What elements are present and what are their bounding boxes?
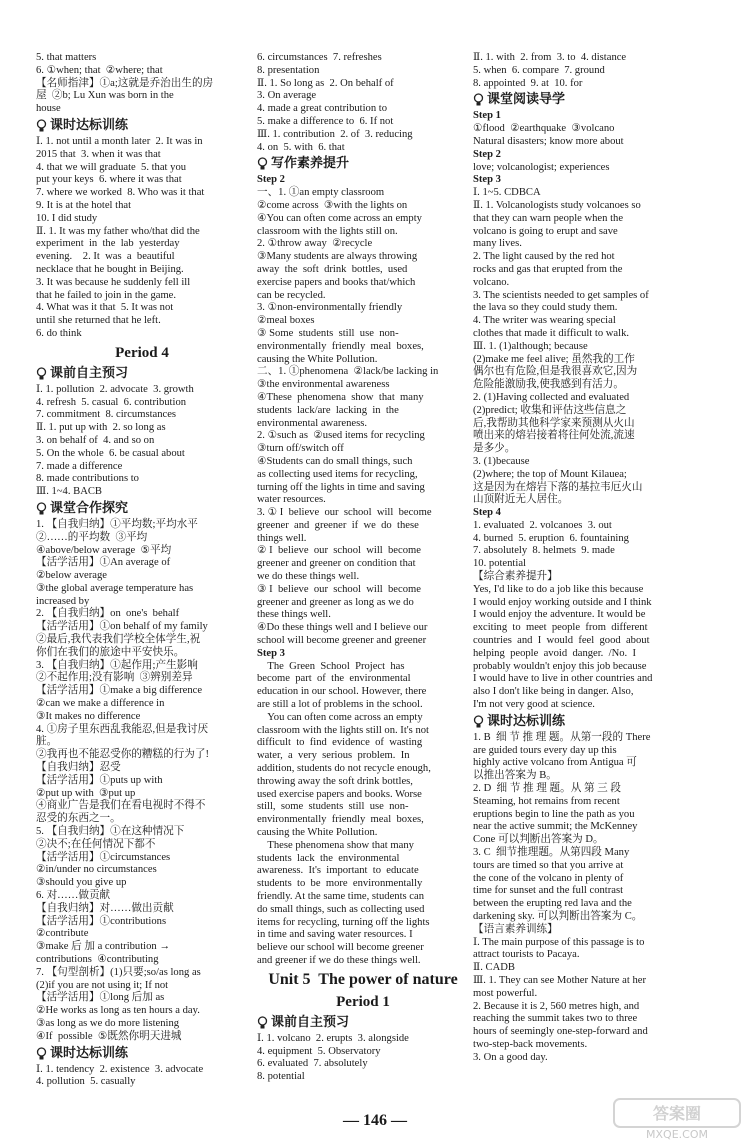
- answer-line: 7. where we worked 8. Who was it that: [36, 187, 205, 199]
- section-heading-text: 课前自主预习: [50, 365, 129, 381]
- answer-line: 【活学活用】①contributions: [36, 915, 167, 927]
- answer-line: ②……的平均数 ③平均: [36, 531, 148, 543]
- answer-line: water, a very serious problem. In: [257, 750, 410, 762]
- answer-line: ④You can often come across an empty: [257, 212, 422, 224]
- answer-line: I'm not very good at science.: [473, 699, 595, 711]
- answer-line: 4. The writer was wearing special: [473, 315, 616, 327]
- lightbulb-icon: [36, 119, 47, 133]
- answer-line: the lava so they could study them.: [473, 302, 618, 314]
- answer-line: students lack/are lacking in the: [257, 404, 399, 416]
- watermark-logo: [612, 1097, 742, 1141]
- answer-line: water resources.: [257, 494, 326, 506]
- answer-line: Ⅱ. 1. with 2. from 3. to 4. distance: [473, 52, 627, 63]
- answer-line: ④If possible ⑤既然你明天进城: [36, 1030, 182, 1042]
- section-heading-text: 课前自主预习: [271, 1014, 350, 1030]
- answer-line: ②我再也不能忍受你的糟糕的行为了!: [36, 749, 210, 761]
- answer-line: are guided tours every day up this: [473, 744, 617, 756]
- lightbulb-icon: [473, 715, 484, 729]
- answer-line: ④Students can do small things, such: [257, 455, 413, 467]
- answer-line: 偶尔也有危险,但是我很喜欢它,因为: [473, 366, 638, 378]
- answer-line: 忍受的东西之一。: [36, 813, 121, 825]
- answer-line: education in our school. However, there: [257, 686, 427, 698]
- answer-line: Ⅱ. 1. It was my father who/that did the: [36, 225, 200, 237]
- answer-line: rocks and gas that erupted from the: [473, 263, 623, 275]
- answer-line: greener and greener as long as we do: [257, 596, 414, 608]
- answer-line: 4. ①房子里东西乱我能忍,但是我讨厌: [36, 723, 209, 735]
- answer-line: ②不起作用;没有影响 ③辨别差异: [36, 672, 193, 684]
- answer-line: 6. do think: [36, 327, 82, 339]
- answer-line: 山顶附近无人居住。: [473, 494, 569, 506]
- answer-line: still, some students still use non-: [257, 801, 409, 813]
- answer-line: 【活学活用】①An average of: [36, 557, 171, 569]
- answer-line: eruptions begin to line the path as you: [473, 808, 635, 820]
- answer-line: 【综合素养提升】: [473, 571, 558, 583]
- answer-line: highly active volcano from Antigua 可: [473, 757, 637, 769]
- section-heading: [257, 155, 469, 173]
- answer-line: Ⅱ. 1. put up with 2. so long as: [36, 422, 166, 434]
- answer-line: 2. (1)Having collected and evaluated: [473, 391, 630, 403]
- answer-line: ②can we make a difference in: [36, 698, 165, 710]
- answer-line: The Green School Project has: [257, 660, 405, 672]
- answer-line: 屋 ②b; Lu Xun was born in the: [36, 90, 174, 102]
- answer-line: volcano is going to erupt and save: [473, 225, 618, 237]
- answer-line: greener and greener on condition that: [257, 558, 416, 570]
- answer-line: classroom with the lights still on.: [257, 225, 398, 237]
- answer-line: 3. C 细节推理题。从第四段 Many: [473, 847, 630, 859]
- section-heading: [473, 713, 713, 731]
- answer-line: 3. (1)because: [473, 455, 530, 467]
- section-heading-text: 课时达标训练: [487, 713, 566, 729]
- answer-line: environmental awareness.: [257, 417, 368, 429]
- answer-line: things well.: [257, 532, 307, 544]
- section-heading-text: 写作素养提升: [271, 156, 350, 172]
- answer-line: ③as long as we do more listening: [36, 1017, 180, 1029]
- answer-line: tours are timed so that you arrive at: [473, 859, 624, 871]
- answer-line: ③the global average temperature has: [36, 582, 194, 594]
- answer-line: the cone of the volcano in plenty of: [473, 872, 624, 884]
- answer-line: 你们在我们的旅途中平安快乐。: [36, 646, 185, 658]
- answer-line: (2)predict; 收集和评估这些信息之: [473, 404, 627, 416]
- answer-line: house: [36, 103, 61, 115]
- answer-line: environmentally friendly meal boxes,: [257, 340, 424, 352]
- answer-line: contributions ④contributing: [36, 954, 159, 965]
- step-heading: Step 2: [473, 148, 501, 160]
- answer-line: classroom with the lights still on. It's not: [257, 724, 429, 736]
- answer-line: 8. presentation: [257, 64, 320, 76]
- answer-line: Ⅰ. 1. not until a month later 2. It was in: [36, 135, 203, 147]
- answer-line: countries and I would feel good about: [473, 635, 650, 647]
- answer-line: 5. when 6. compare 7. ground: [473, 64, 605, 76]
- answer-line: ③should you give up: [36, 877, 127, 889]
- answer-line: between the erupting red lava and the: [473, 898, 632, 910]
- answer-line: 6. 对……做贡献: [36, 890, 111, 902]
- answer-line: 以推出答案为 B。: [473, 770, 557, 782]
- section-heading-text: 课时达标训练: [50, 117, 129, 133]
- answer-line: 是多少。: [473, 443, 516, 455]
- section-heading: [473, 91, 713, 109]
- answer-line: ②put up with ③put up: [36, 787, 136, 799]
- answer-line: ②最后,我代表我们学校全体学生,祝: [36, 634, 201, 646]
- answer-line: probably wouldn't enjoy this job because: [473, 660, 647, 672]
- answer-line: I would enjoy the adventure. It would be: [473, 609, 646, 621]
- svg-text:MXQE.COM: MXQE.COM: [646, 1128, 708, 1141]
- answer-line: 8. potential: [257, 1071, 305, 1083]
- answer-line: that he failed to join in the game.: [36, 289, 177, 301]
- answer-line: 3. On average: [257, 90, 317, 102]
- answer-line: Ⅰ. 1~5. CDBCA: [473, 187, 541, 199]
- step-heading: Step 2: [257, 174, 285, 186]
- period-heading: Period 4: [115, 344, 169, 361]
- answer-line: (2)where; the top of Mount Kilauea;: [473, 468, 627, 480]
- answer-line: These phenomena show that many: [257, 839, 414, 851]
- answer-line: 2. ①such as ②used items for recycling: [257, 430, 425, 442]
- answer-line: ②决不;在任何情况下都不: [36, 838, 156, 850]
- answer-line: Ⅲ. 1~4. BACB: [36, 486, 102, 498]
- answer-line: can be recycled.: [257, 289, 326, 301]
- answer-line: Ⅰ. 1. volcano 2. erupts 3. alongside: [257, 1032, 409, 1044]
- answer-line: Ⅲ. 1. contribution 2. of 3. reducing: [257, 128, 413, 140]
- answer-line: ③Many students are always throwing: [257, 251, 418, 263]
- answer-line: necklace that he bought in Beijing.: [36, 263, 184, 275]
- answer-line: awareness. It's important to educate: [257, 865, 419, 877]
- lightbulb-icon: [257, 157, 268, 171]
- answer-line: reaching the summit takes two to three: [473, 1013, 638, 1025]
- answer-line: 3. It was because he suddenly fell ill: [36, 276, 191, 288]
- answer-line: 8. made contributions to: [36, 473, 139, 485]
- column-left: [36, 52, 248, 1097]
- answer-line: in time and saving water resources. I: [257, 929, 413, 941]
- answer-line: Natural disasters; know more about: [473, 135, 624, 147]
- answer-line: Ⅱ. CADB: [473, 962, 515, 974]
- lightbulb-icon: [257, 1016, 268, 1030]
- step-heading: Step 1: [473, 110, 501, 122]
- answer-line: ③ I believe our school will become: [257, 583, 421, 595]
- answer-line: 4. What was it that 5. It was not: [36, 302, 174, 314]
- answer-line: 【活学活用】①circumstances: [36, 851, 171, 863]
- answer-line: increased by: [36, 595, 90, 607]
- answer-line: 3. The scientists needed to get samples of: [473, 289, 649, 301]
- answer-line: ②contribute: [36, 928, 89, 940]
- answer-line: ③turn off/switch off: [257, 443, 344, 455]
- answer-line: do small things, such as collecting used: [257, 903, 425, 915]
- answer-line: 4. burned 5. eruption 6. fountaining: [473, 532, 629, 544]
- answer-line: ③It makes no difference: [36, 710, 141, 722]
- answer-line: students lack the environmental: [257, 852, 400, 864]
- answer-line: 3. On a good day.: [473, 1051, 548, 1063]
- answer-line: and greener if we do these things well.: [257, 954, 421, 966]
- answer-line: ④商业广告是我们在看电视时不得不: [36, 800, 206, 812]
- answer-line: evening. 2. It was a beautiful: [36, 251, 175, 263]
- answer-line: 【语言素养训练】: [473, 923, 558, 935]
- answer-line: ③make 后 加 a contribution →: [36, 941, 170, 953]
- answer-line: ②He works as long as ten hours a day.: [36, 1005, 200, 1017]
- answer-line: throwing away the soft drink bottles,: [257, 775, 413, 787]
- answer-line: 10. potential: [473, 558, 526, 570]
- lightbulb-icon: [36, 367, 47, 381]
- answer-line: Ⅰ. 1. pollution 2. advocate 3. growth: [36, 383, 194, 395]
- answer-line: Yes, I'd like to do a job like this because: [473, 583, 644, 595]
- answer-line: 4. on 5. with 6. that: [257, 141, 345, 153]
- answer-line: many lives.: [473, 238, 522, 250]
- answer-line: Ⅲ. 1. They can see Mother Nature at her: [473, 974, 646, 986]
- answer-line: items for recycling, turning off the lights: [257, 916, 430, 928]
- answer-line: 脏。: [36, 736, 58, 748]
- step-heading: Step 4: [473, 507, 501, 519]
- answer-line: 4. pollution 5. casually: [36, 1076, 136, 1088]
- answer-line: put your keys 6. where it was that: [36, 174, 182, 186]
- answer-line: most powerful.: [473, 987, 538, 999]
- answer-line: 7. made a difference: [36, 460, 123, 472]
- answer-line: ②come across ③with the lights on: [257, 199, 408, 211]
- period-heading: Period 1: [336, 993, 390, 1010]
- answer-line: become part of the environmental: [257, 673, 411, 685]
- answer-line: ② I believe our school will become: [257, 545, 421, 557]
- answer-line: (2)if you are not using it; If not: [36, 979, 169, 991]
- unit-heading: Unit 5 The power of nature: [268, 970, 458, 988]
- answer-line: Ⅰ. The main purpose of this passage is to: [473, 936, 645, 948]
- answer-line: I would enjoy working outside and I think: [473, 596, 652, 608]
- answer-line: we do these things well.: [257, 571, 360, 583]
- answer-line: are still a lot of problems in the school.: [257, 699, 423, 711]
- answer-line: ②below average: [36, 570, 107, 582]
- answer-line: causing the White Pollution.: [257, 353, 378, 365]
- answer-line: ①flood ②earthquake ③volcano: [473, 123, 615, 135]
- answer-line: 5. make a difference to 6. If not: [257, 115, 394, 127]
- answer-line: 【活学活用】①long 后加 as: [36, 992, 165, 1004]
- answer-line: ④above/below average ⑤平均: [36, 544, 172, 556]
- answer-line: ③the environmental awareness: [257, 379, 390, 391]
- answer-line: 8. appointed 9. at 10. for: [473, 77, 583, 89]
- answer-line: 3. ① I believe our school will become: [257, 507, 432, 519]
- answer-line: ④Do these things well and I believe our: [257, 622, 428, 634]
- answer-line: 7. 【句型剖析】(1)只要;so/as long as: [36, 966, 201, 978]
- answer-line: environmentally friendly meal boxes,: [257, 814, 424, 826]
- answer-line: Cone 可以判断出答案为 D。: [473, 834, 604, 846]
- answer-line: 【活学活用】①on behalf of my family: [36, 621, 208, 633]
- answer-line: 2. ①throw away ②recycle: [257, 238, 373, 250]
- answer-line: 4. equipment 5. Observatory: [257, 1045, 381, 1057]
- lightbulb-icon: [473, 93, 484, 107]
- answer-line: I would have to live in other countries and: [473, 673, 653, 685]
- answer-line: 6. ①when; that ②where; that: [36, 64, 163, 76]
- answer-line: 3. ①non-environmentally friendly: [257, 302, 403, 314]
- section-heading-text: 课时达标训练: [50, 1045, 129, 1061]
- answer-line: until she returned that he left.: [36, 315, 161, 327]
- answer-line: near the active summit; the McKenney: [473, 821, 638, 833]
- section-heading: [36, 500, 248, 518]
- answer-line: 危险能激励我,使我感到有活力。: [473, 379, 624, 391]
- answer-line: 6. circumstances 7. refreshes: [257, 52, 382, 63]
- answer-line: used exercise papers and books. Worse: [257, 788, 422, 800]
- section-heading-text: 课堂阅读导学: [487, 92, 566, 108]
- step-heading: Step 3: [473, 174, 501, 186]
- answer-line: 【自我归纳】忍受: [36, 762, 121, 774]
- answer-line: 2. The light caused by the red hot: [473, 251, 615, 263]
- answer-line: difficult to find evidence of wasting: [257, 737, 423, 749]
- answer-line: 5. that matters: [36, 52, 97, 63]
- answer-line: Ⅰ. 1. tendency 2. existence 3. advocate: [36, 1063, 204, 1075]
- answer-line: ③ Some students still use non-: [257, 327, 399, 339]
- answer-line: 7. commitment 8. circumstances: [36, 409, 177, 421]
- answer-line: Ⅱ. 1. Volcanologists study volcanoes so: [473, 199, 641, 211]
- answer-line: exciting to meet people from different: [473, 622, 648, 634]
- answer-line: experiment in the lab yesterday: [36, 238, 180, 250]
- answer-line: volcano.: [473, 276, 510, 288]
- answer-line: ④These phenomena show that many: [257, 391, 424, 403]
- answer-line: Ⅱ. 1. So long as 2. On behalf of: [257, 77, 394, 89]
- answer-line: exercise papers and books that/which: [257, 276, 416, 288]
- section-heading: [36, 117, 248, 135]
- answer-line: (2)make me feel alive; 虽然我的工作: [473, 353, 635, 365]
- answer-line: 【活学活用】①puts up with: [36, 774, 163, 786]
- answer-line: also I don't like being in danger. Also,: [473, 686, 634, 698]
- answer-line: Ⅲ. 1. (1)although; because: [473, 340, 588, 352]
- answer-line: clothes that made it difficult to walk.: [473, 327, 630, 339]
- answer-line: 10. I did study: [36, 212, 98, 224]
- answer-line: 2. D 细 节 推 理 题。从 第 三 段: [473, 783, 622, 795]
- answer-line: that they can warn people when the: [473, 212, 624, 224]
- answer-line: 1. 【自我归纳】①平均数;平均水平: [36, 518, 198, 530]
- section-heading-text: 课堂合作探究: [50, 500, 129, 516]
- answer-line: 【自我归纳】对……做出贡献: [36, 902, 174, 914]
- answer-line: You can often come across an empty: [257, 711, 423, 723]
- step-heading: Step 3: [257, 647, 285, 659]
- column-right: [473, 52, 713, 1097]
- lightbulb-icon: [36, 502, 47, 516]
- answer-line: ②in/under no circumstances: [36, 864, 157, 876]
- lightbulb-icon: [36, 1047, 47, 1061]
- answer-line: 4. made a great contribution to: [257, 103, 388, 115]
- answer-line: causing the White Pollution.: [257, 827, 378, 839]
- answer-line: ②meal boxes: [257, 315, 315, 327]
- answer-line: 一、1. ①an empty classroom: [257, 187, 385, 199]
- answer-line: 7. absolutely 8. helmets 9. made: [473, 545, 615, 557]
- answer-line: these things well.: [257, 609, 331, 621]
- answer-line: 1. evaluated 2. volcanoes 3. out: [473, 519, 612, 531]
- answer-line: 这是因为在熔岩下落的基拉韦厄火山: [473, 481, 643, 493]
- answer-line: as collecting used items for recycling,: [257, 468, 418, 480]
- answer-line: students to be more environmentally: [257, 878, 423, 890]
- answer-line: turning off the lights in time and saving: [257, 481, 425, 493]
- answer-line: 二、1. ①phenomena ②lack/be lacking in: [257, 366, 439, 378]
- answer-line: time for sunset and the full contrast: [473, 885, 624, 897]
- answer-line: believe our school will become greener: [257, 942, 424, 954]
- answer-line: 喷出来的熔岩接着将往何处流,流速: [473, 430, 635, 442]
- answer-line: love; volcanologist; experiences: [473, 161, 610, 173]
- answer-line: Steaming, hot remains from recent: [473, 795, 620, 807]
- answer-line: greener and greener if we do these: [257, 519, 419, 531]
- answer-line: 后,我帮助其他科学家来预测从火山: [473, 417, 635, 429]
- svg-text:答案圈: 答案圈: [652, 1104, 702, 1123]
- answer-line: away the soft drink bottles, used: [257, 263, 408, 275]
- answer-line: two-step-back movements.: [473, 1038, 588, 1050]
- answer-line: 3. on behalf of 4. and so on: [36, 434, 155, 446]
- answer-line: 5. On the whole 6. be casual about: [36, 447, 185, 459]
- answer-line: 6. evaluated 7. absolutely: [257, 1058, 368, 1070]
- answer-line: friendly. At the same time, students can: [257, 891, 425, 902]
- answer-line: 2. 【自我归纳】on one's behalf: [36, 608, 180, 620]
- answer-line: 3. 【自我归纳】①起作用;产生影响: [36, 659, 198, 671]
- section-heading: [36, 1045, 248, 1063]
- answer-line: attract tourists to Pacaya.: [473, 949, 580, 961]
- answer-line: 1. B 细 节 推 理 题。从第一段的 There: [473, 731, 651, 743]
- answer-line: school will become greener and greener: [257, 635, 427, 647]
- page-number: — 146 —: [343, 1112, 407, 1129]
- answer-line: hours of seemingly one-step-forward and: [473, 1026, 648, 1038]
- answer-line: darkening sky. 可以判断出答案为 C。: [473, 911, 643, 922]
- section-heading: [257, 1014, 469, 1032]
- section-heading: [36, 365, 248, 383]
- answer-line: 4. that we will graduate 5. that you: [36, 161, 187, 173]
- answer-line: 5. 【自我归纳】①在这种情况下: [36, 826, 185, 838]
- answer-line: 【名师指津】①a;这就是乔治出生的房: [36, 77, 214, 89]
- answer-line: 4. refresh 5. casual 6. contribution: [36, 396, 187, 408]
- answer-line: 【活学活用】①make a big difference: [36, 685, 203, 697]
- column-middle: [257, 52, 469, 1097]
- answer-line: addition, students do not recycle enough,: [257, 763, 431, 775]
- answer-line: helping people avoid danger. /No. I: [473, 647, 636, 659]
- answer-line: 9. It is at the hotel that: [36, 199, 132, 211]
- answer-line: 2. Because it is 2, 560 metres high, and: [473, 1000, 640, 1012]
- answer-line: 2015 that 3. when it was that: [36, 148, 161, 160]
